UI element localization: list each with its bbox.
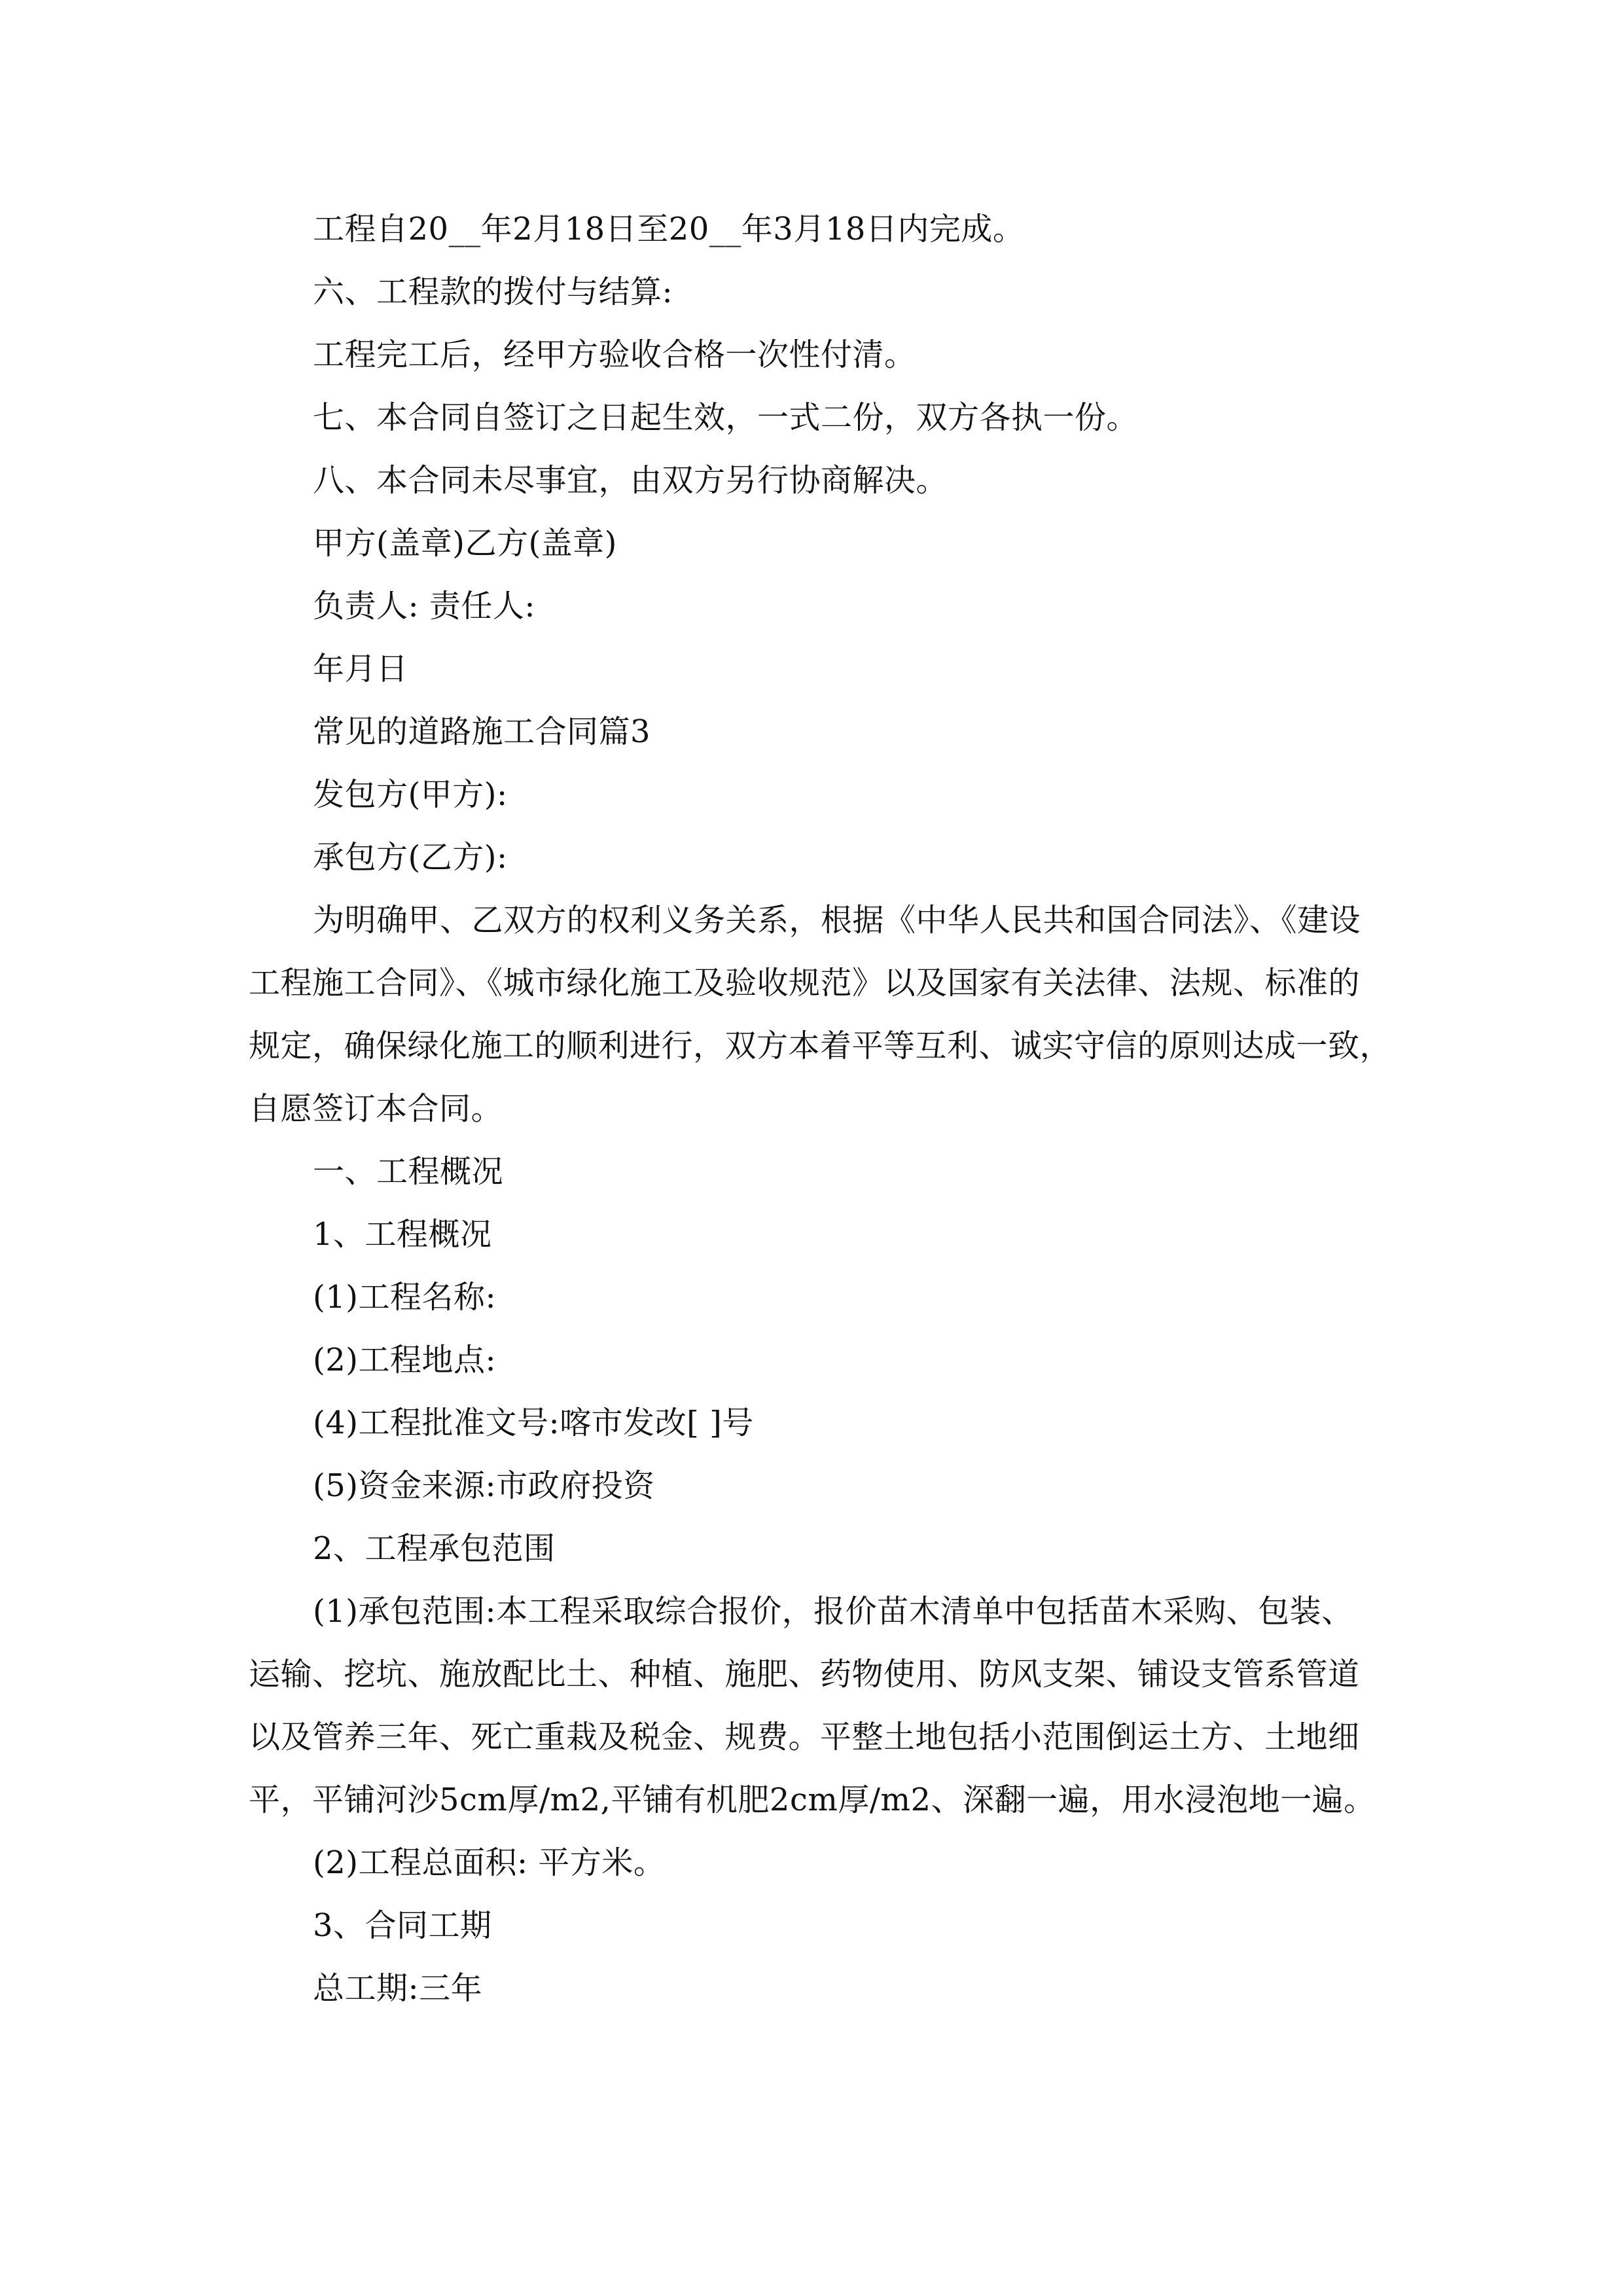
section-heading: 六、工程款的拨付与结算: xyxy=(313,274,673,310)
paragraph-line: (1)承包范围:本工程采取综合报价，报价苗木清单中包括苗木采购、包装、 xyxy=(313,1593,1353,1630)
document-title: 常见的道路施工合同篇3 xyxy=(313,713,651,750)
party-line: 承包方(乙方): xyxy=(313,839,508,876)
section-heading: 八、本合同未尽事宜，由双方另行协商解决。 xyxy=(313,462,948,499)
paragraph-line: 运输、挖坑、施放配比土、种植、施肥、药物使用、防风支架、铺设支管系管道 xyxy=(249,1656,1360,1693)
paragraph-line: 规定，确保绿化施工的顺利进行，双方本着平等互利、诚实守信的原则达成一致， xyxy=(249,1028,1392,1064)
subsection-heading: 3、合同工期 xyxy=(313,1907,492,1944)
section-heading: 一、工程概况 xyxy=(313,1153,504,1190)
paragraph-line: 工程自20__年2月18日至20__年3月18日内完成。 xyxy=(313,211,1025,247)
subsection-heading: 2、工程承包范围 xyxy=(313,1530,556,1567)
paragraph-line: 自愿签订本合同。 xyxy=(249,1090,503,1127)
paragraph-line: 工程完工后，经甲方验收合格一次性付清。 xyxy=(313,336,916,373)
list-item: (2)工程总面积: 平方米。 xyxy=(313,1844,666,1881)
paragraph-line: 以及管养三年、死亡重栽及税金、规费。平整土地包括小范围倒运土方、土地细 xyxy=(249,1719,1360,1755)
paragraph-line: 为明确甲、乙双方的权利义务关系，根据《中华人民共和国合同法》、《建设 xyxy=(313,902,1361,939)
section-heading: 七、本合同自签订之日起生效，一式二份，双方各执一份。 xyxy=(313,399,1139,436)
party-line: 发包方(甲方): xyxy=(313,776,508,813)
list-item: (5)资金来源:市政府投资 xyxy=(313,1467,655,1504)
paragraph-line: 总工期:三年 xyxy=(313,1970,483,2007)
list-item: (4)工程批准文号:喀市发改[ ]号 xyxy=(313,1405,754,1441)
signature-line: 负责人: 责任人: xyxy=(313,588,536,624)
signature-line: 甲方(盖章)乙方(盖章) xyxy=(313,525,617,562)
list-item: (1)工程名称: xyxy=(313,1279,497,1316)
subsection-heading: 1、工程概况 xyxy=(313,1216,492,1253)
paragraph-line: 平，平铺河沙5cm厚/m2,平铺有机肥2cm厚/m2、深翻一遍，用水浸泡地一遍。 xyxy=(249,1782,1376,1818)
date-line: 年月日 xyxy=(313,651,408,687)
list-item: (2)工程地点: xyxy=(313,1342,497,1378)
paragraph-line: 工程施工合同》、《城市绿化施工及验收规范》以及国家有关法律、法规、标准的 xyxy=(249,965,1361,1001)
